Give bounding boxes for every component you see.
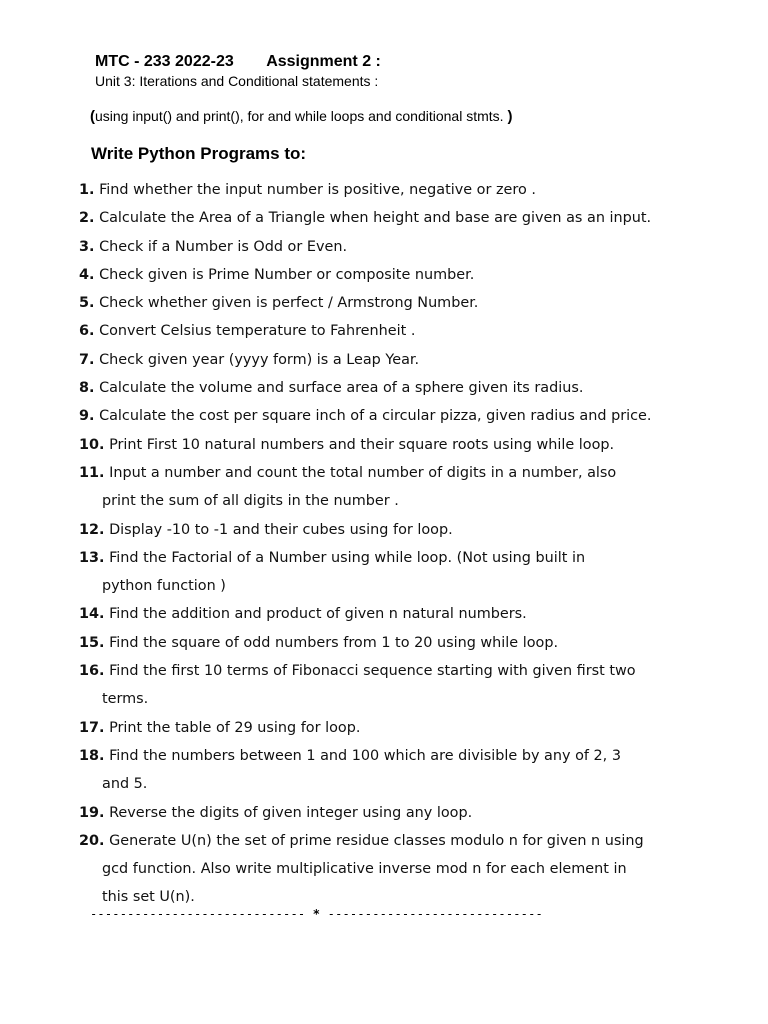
question-item xyxy=(79,261,719,289)
question-text: Find the addition and product of given n natural numbers. xyxy=(109,606,527,623)
question-item xyxy=(79,346,719,374)
instructions-note xyxy=(90,108,512,125)
question-item xyxy=(79,742,719,799)
question-item xyxy=(79,459,719,516)
question-text: Find the Factorial of a Number using while loop. (Not using built in xyxy=(109,549,586,566)
course-code: MTC - 233 2022-23 xyxy=(95,53,234,70)
question-item xyxy=(79,544,719,601)
question-text: Check given is Prime Number or composite number. xyxy=(99,266,475,283)
question-number: 7. xyxy=(79,351,95,368)
question-number: 8. xyxy=(79,380,95,397)
question-text: Generate U(n) the set of prime residue classes modulo n for given n using xyxy=(109,832,644,849)
question-list xyxy=(79,176,719,912)
question-number: 12. xyxy=(79,521,105,538)
question-text-continued: gcd function. Also write multiplicative inverse mod n for each element in xyxy=(102,861,627,878)
question-item xyxy=(79,431,719,459)
question-number: 5. xyxy=(79,295,95,312)
question-text: Display -10 to -1 and their cubes using for loop. xyxy=(109,521,453,538)
question-number: 11. xyxy=(79,464,105,481)
question-text-continued: print the sum of all digits in the number . xyxy=(102,493,399,510)
question-text: Calculate the volume and surface area of a sphere given its radius. xyxy=(99,380,584,397)
question-text: Check if a Number is Odd or Even. xyxy=(99,238,348,255)
question-item xyxy=(79,629,719,657)
question-text: Check whether given is perfect / Armstrong Number. xyxy=(99,295,479,312)
unit-title: Unit 3: Iterations and Conditional statements : xyxy=(95,73,379,89)
question-text: Print the table of 29 using for loop. xyxy=(109,719,361,736)
question-number: 17. xyxy=(79,719,105,736)
question-item xyxy=(79,176,719,204)
question-text: Reverse the digits of given integer using any loop. xyxy=(109,804,473,821)
question-text: Find whether the input number is positive, negative or zero . xyxy=(99,182,536,198)
divider-dashes-right: ----------------------------- xyxy=(327,907,543,921)
question-item xyxy=(79,374,719,402)
question-text: Print First 10 natural numbers and their square roots using while loop. xyxy=(109,436,615,453)
question-number: 14. xyxy=(79,606,105,623)
question-number: 6. xyxy=(79,323,95,340)
question-item xyxy=(79,233,719,261)
question-number: 15. xyxy=(79,634,105,651)
question-text: Convert Celsius temperature to Fahrenheit . xyxy=(99,323,416,340)
document-header xyxy=(95,53,381,71)
question-item xyxy=(79,289,719,317)
assignment-title: Assignment 2 : xyxy=(266,53,381,70)
question-number: 13. xyxy=(79,549,105,566)
question-item xyxy=(79,204,719,232)
question-item xyxy=(79,657,719,714)
question-number: 10. xyxy=(79,436,105,453)
question-number: 4. xyxy=(79,266,95,283)
note-open-paren: ( xyxy=(90,108,95,125)
question-item xyxy=(79,317,719,345)
question-number: 9. xyxy=(79,408,95,425)
question-text: Check given year (yyyy form) is a Leap Year. xyxy=(99,351,420,368)
question-number: 1. xyxy=(79,182,95,198)
question-number: 19. xyxy=(79,804,105,821)
question-number: 18. xyxy=(79,747,105,764)
question-text: Find the numbers between 1 and 100 which are divisible by any of 2, 3 xyxy=(109,747,621,764)
note-text: using input() and print(), for and while loops and conditional stmts. xyxy=(95,108,508,124)
question-item xyxy=(79,714,719,742)
question-item xyxy=(79,516,719,544)
question-text-continued: python function ) xyxy=(102,578,226,595)
section-heading: Write Python Programs to: xyxy=(91,144,307,163)
question-text-continued: this set U(n). xyxy=(102,889,195,906)
question-item xyxy=(79,402,719,430)
question-text-continued: terms. xyxy=(102,691,149,708)
question-text: Input a number and count the total number of digits in a number, also xyxy=(109,464,617,481)
divider-dashes-left: ----------------------------- xyxy=(90,907,306,921)
note-close-paren: ) xyxy=(507,108,513,125)
question-item xyxy=(79,600,719,628)
question-item xyxy=(79,827,719,912)
end-divider xyxy=(90,907,543,921)
question-text: Find the first 10 terms of Fibonacci sequence starting with given first two xyxy=(109,663,636,680)
question-number: 3. xyxy=(79,238,95,255)
question-text: Calculate the cost per square inch of a circular pizza, given radius and price. xyxy=(99,408,652,425)
question-text: Find the square of odd numbers from 1 to 20 using while loop. xyxy=(109,634,559,651)
question-text: Calculate the Area of a Triangle when height and base are given as an input. xyxy=(99,210,652,227)
divider-star: * xyxy=(312,907,321,921)
question-text-continued: and 5. xyxy=(102,776,148,793)
question-item xyxy=(79,799,719,827)
question-number: 16. xyxy=(79,663,105,680)
question-number: 20. xyxy=(79,832,105,849)
question-number: 2. xyxy=(79,210,95,227)
